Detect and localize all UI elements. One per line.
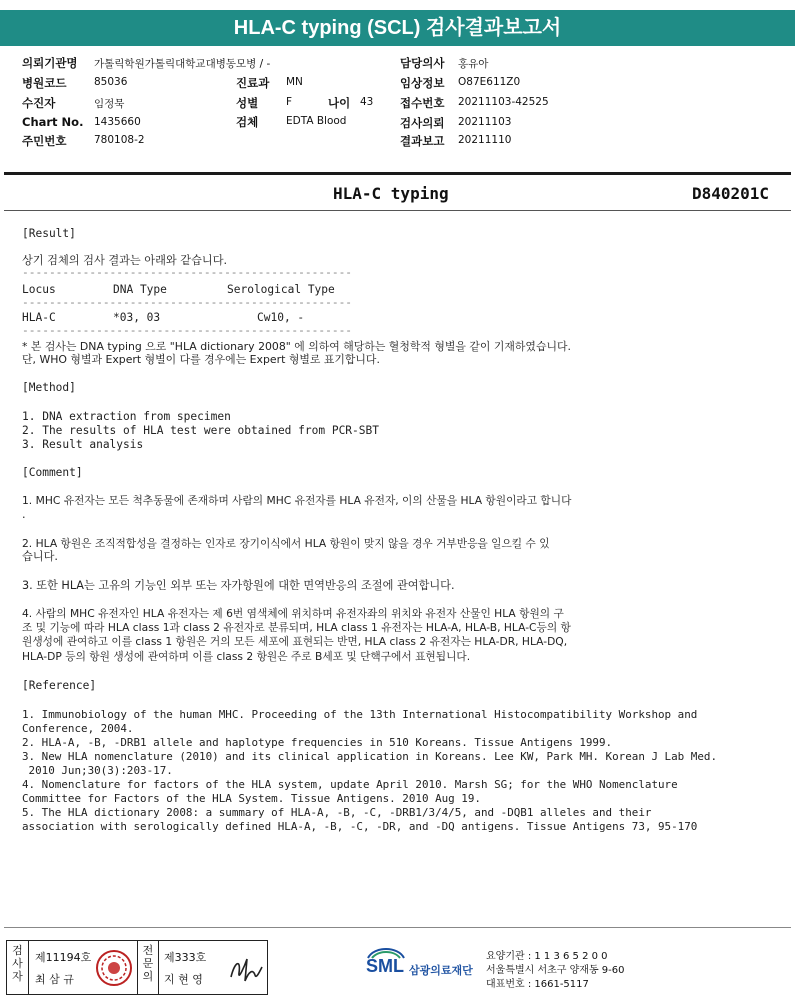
dept-value: MN — [286, 76, 303, 88]
chart-label: Chart No. — [22, 115, 84, 129]
reference-2: 2. HLA-A, -B, -DRB1 allele and haplotype frequencies in 510 Koreans. Tissue Antigens 1999. — [22, 736, 613, 749]
sml-logo-text: SML — [366, 956, 404, 976]
patient-value: 임정묵 — [94, 98, 125, 110]
comment-3: 3. 또한 HLA는 고유의 기능인 외부 또는 자가항원에 대한 면역반응의 조절에 관여합니다. — [22, 579, 455, 592]
row-locus: HLA-C — [22, 311, 56, 324]
doctor-label: 담당의사 — [400, 56, 445, 70]
doctor-value: 홍유아 — [458, 58, 489, 70]
examiner-license: 제11194호 — [35, 951, 92, 964]
dept-label: 진료과 — [236, 76, 270, 90]
rrn-label: 주민번호 — [22, 134, 67, 148]
comment-2b: 습니다. — [22, 550, 58, 563]
report-date-label: 결과보고 — [400, 134, 445, 148]
patient-label: 수진자 — [22, 96, 56, 110]
age-label: 나이 — [328, 96, 351, 110]
institution-value: 가톨릭학원가톨릭대학교대병동모병 / - — [94, 58, 271, 70]
signature-icon — [225, 951, 265, 987]
specialist-name: 지 현 영 — [164, 973, 203, 986]
table-rule-top: ------------------------------------------------- — [22, 266, 353, 279]
section-underline — [4, 210, 791, 211]
clinical-value: O87E611Z0 — [458, 76, 521, 88]
method-line-2: 2. The results of HLA test were obtained from PCR-SBT — [22, 424, 379, 437]
section-code: D840201C — [692, 184, 770, 203]
chart-value: 1435660 — [94, 116, 141, 128]
specialist-license: 제333호 — [164, 951, 207, 964]
reference-heading: [Reference] — [22, 679, 97, 692]
method-heading: [Method] — [22, 381, 76, 394]
row-dna-type: *03, 03 — [113, 311, 161, 324]
examiner-label: 검 사 자 — [7, 941, 29, 994]
report-title: HLA-C typing (SCL) 검사결과보고서 — [0, 10, 795, 46]
org-name: 삼광의료재단 — [409, 964, 473, 977]
signature-box — [6, 940, 268, 995]
comment-4a: 4. 사람의 MHC 유전자인 HLA 유전자는 제 6번 염색체에 위치하며 유전자좌의 위치와 유전자 산물인 HLA 항원의 구 — [22, 607, 564, 620]
request-value: 20211103 — [458, 116, 512, 128]
reference-3a: 3. New HLA nomenclature (2010) and its clinical application in Koreans. Lee KW, Park MH. Korean J Lab Med. — [22, 750, 718, 763]
result-intro: 상기 검체의 검사 결과는 아래와 같습니다. — [22, 254, 228, 267]
reference-1b: Conference, 2004. — [22, 722, 134, 735]
reference-3b: 2010 Jun;30(3):203-17. — [22, 764, 173, 777]
sex-value: F — [286, 96, 293, 108]
reference-4b: Committee for Factors of the HLA System. Tissue Antigens. 2010 Aug 19. — [22, 792, 481, 805]
reference-1a: 1. Immunobiology of the human MHC. Proceeding of the 13th International Histocompatibility Workshop and — [22, 708, 698, 721]
result-note-1: * 본 검사는 DNA typing 으로 "HLA dictionary 2008" 에 의하여 해당하는 혈청학적 형별을 같이 기재하였습니다. — [22, 340, 571, 353]
reference-4a: 4. Nomenclature for factors of the HLA system, update April 2010. Marsh SG; for the WHO Nomenclature — [22, 778, 678, 791]
contact-line-2: 서울특별시 서초구 양재동 9-60 — [486, 965, 625, 976]
table-rule-mid: ------------------------------------------------- — [22, 296, 353, 309]
result-note-2: 단, WHO 형별과 Expert 형별이 다를 경우에는 Expert 형별로 표기합니다. — [22, 353, 380, 366]
comment-2a: 2. HLA 항원은 조직적합성을 결정하는 인자로 장기이식에서 HLA 항원이 맞지 않을 경우 거부반응을 일으킬 수 있 — [22, 537, 550, 550]
reference-5a: 5. The HLA dictionary 2008: a summary of HLA-A, -B, -C, -DRB1/3/4/5, and -DQB1 alleles and their — [22, 806, 652, 819]
comment-1a: 1. MHC 유전자는 모든 척추동물에 존재하며 사람의 MHC 유전자를 HLA 유전자, 이의 산물을 HLA 항원이라고 합니다 — [22, 494, 572, 507]
comment-1b: . — [22, 508, 26, 521]
seal-icon — [95, 949, 133, 987]
rrn-value: 780108-2 — [94, 134, 145, 146]
hospital-code-label: 병원코드 — [22, 76, 67, 90]
section-title: HLA-C typing — [333, 184, 449, 203]
receipt-value: 20211103-42525 — [458, 96, 549, 108]
comment-4b: 조 및 기능에 따라 HLA class 1과 class 2 유전자로 분류되며, HLA class 1 유전자는 HLA-A, HLA-B, HLA-C등의 항 — [22, 621, 571, 634]
receipt-label: 접수번호 — [400, 96, 445, 110]
table-rule-bottom: ------------------------------------------------- — [22, 324, 353, 337]
col-serological-type: Serological Type — [227, 283, 335, 296]
contact-info — [486, 950, 625, 992]
sex-label: 성별 — [236, 96, 259, 110]
contact-line-1: 요양기관 : 1 1 3 6 5 2 0 0 — [486, 951, 608, 962]
row-serological-type: Cw10, - — [257, 311, 305, 324]
method-line-1: 1. DNA extraction from specimen — [22, 410, 231, 423]
request-label: 검사의뢰 — [400, 116, 445, 130]
specimen-value: EDTA Blood — [286, 115, 347, 127]
method-line-3: 3. Result analysis — [22, 438, 144, 451]
comment-4c: 원생성에 관여하고 이를 class 1 항원은 거의 모든 세포에 표현되는 반면, HLA class 2 유전자는 HLA-DR, HLA-DQ, — [22, 635, 568, 648]
age-value: 43 — [360, 96, 374, 108]
comment-4d: HLA-DP 등의 항원 생성에 관여하며 이를 class 2 항원은 주로 B세포 및 단핵구에서 표현됩니다. — [22, 650, 471, 663]
comment-heading: [Comment] — [22, 466, 83, 479]
report-date-value: 20211110 — [458, 134, 512, 146]
specimen-label: 검체 — [236, 115, 259, 129]
footer-divider — [4, 927, 791, 928]
examiner-name: 최 삼 규 — [35, 973, 74, 986]
clinical-label: 임상정보 — [400, 76, 445, 90]
section-divider — [4, 172, 791, 175]
specialist-label: 전 문 의 — [137, 941, 159, 994]
result-heading: [Result] — [22, 227, 76, 240]
col-locus: Locus — [22, 283, 56, 296]
reference-5b: association with serologically defined HLA-A, -B, -C, -DR, and -DQ antigens. Tissue Antigens 73, 95-170 — [22, 820, 698, 833]
hospital-code-value: 85036 — [94, 76, 128, 88]
col-dna-type: DNA Type — [113, 283, 167, 296]
contact-line-3: 대표번호 : 1661-5117 — [486, 979, 589, 990]
institution-label: 의뢰기관명 — [22, 56, 78, 70]
